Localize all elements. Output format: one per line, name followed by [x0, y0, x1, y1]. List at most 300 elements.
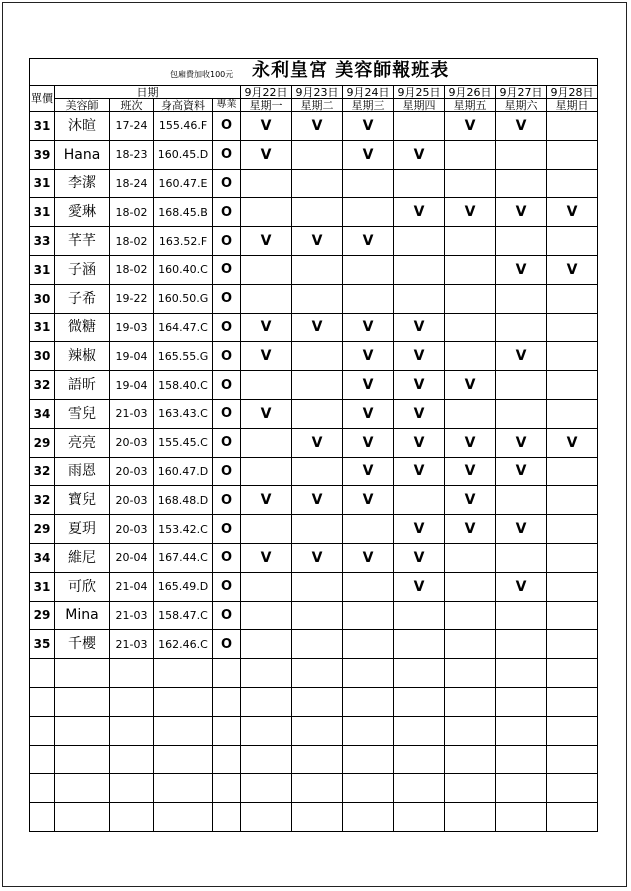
- day-cell: [496, 371, 547, 400]
- day-cell: [547, 572, 598, 601]
- day-cell: [547, 140, 598, 169]
- check-mark: V: [413, 348, 425, 365]
- therapist-name-cell: 千櫻: [55, 630, 110, 659]
- body-data-cell: 165.49.D: [154, 572, 213, 601]
- empty-cell: [110, 716, 154, 745]
- check-mark: V: [260, 319, 272, 336]
- body-data-cell: 160.47.D: [154, 457, 213, 486]
- day-cell: [394, 399, 445, 428]
- title-note: 包廂費加收100元: [170, 70, 234, 79]
- empty-cell: [213, 716, 241, 745]
- day-cell: [241, 399, 292, 428]
- day-cell: [394, 140, 445, 169]
- check-mark: V: [413, 578, 425, 595]
- check-mark: V: [566, 261, 578, 278]
- day-cell: [496, 112, 547, 141]
- day-cell: [445, 543, 496, 572]
- shift-cell: 20-03: [110, 486, 154, 515]
- check-mark: V: [413, 146, 425, 163]
- day-cell: [445, 399, 496, 428]
- empty-cell: [292, 687, 343, 716]
- day-cell: [445, 112, 496, 141]
- day-cell: [292, 255, 343, 284]
- day-cell: [292, 486, 343, 515]
- day-cell: [547, 399, 598, 428]
- day-cell: [547, 601, 598, 630]
- check-mark: V: [413, 463, 425, 480]
- empty-cell: [445, 745, 496, 774]
- specialty-cell: O: [213, 371, 241, 400]
- day-cell: [445, 371, 496, 400]
- check-mark: V: [260, 405, 272, 422]
- table-row: [30, 543, 598, 572]
- day-cell: [343, 543, 394, 572]
- empty-cell: [241, 774, 292, 803]
- day-cell: [292, 140, 343, 169]
- empty-cell: [110, 774, 154, 803]
- check-mark: V: [515, 204, 527, 221]
- therapist-name-cell: Mina: [55, 601, 110, 630]
- day-cell: [445, 428, 496, 457]
- empty-cell: [547, 745, 598, 774]
- specialty-cell: O: [213, 543, 241, 572]
- check-mark: V: [311, 434, 323, 451]
- day-cell: [394, 313, 445, 342]
- empty-cell: [110, 659, 154, 688]
- check-mark: V: [413, 521, 425, 538]
- empty-cell: [154, 745, 213, 774]
- body-data-cell: 160.47.E: [154, 169, 213, 198]
- day-cell: [343, 428, 394, 457]
- body-data-cell: 165.55.G: [154, 342, 213, 371]
- day-cell: [241, 284, 292, 313]
- check-mark: V: [464, 434, 476, 451]
- specialty-cell: O: [213, 486, 241, 515]
- empty-cell: [496, 803, 547, 832]
- empty-cell: [496, 687, 547, 716]
- empty-row: [30, 716, 598, 745]
- price-cell: 29: [30, 428, 55, 457]
- check-mark: V: [362, 146, 374, 163]
- check-mark: V: [515, 521, 527, 538]
- body-data-cell: 167.44.C: [154, 543, 213, 572]
- empty-cell: [241, 803, 292, 832]
- therapist-name-cell: 微糖: [55, 313, 110, 342]
- check-mark: V: [464, 463, 476, 480]
- empty-cell: [55, 687, 110, 716]
- day-cell: [343, 169, 394, 198]
- day-cell: [445, 572, 496, 601]
- table-row: [30, 198, 598, 227]
- day-cell: [394, 112, 445, 141]
- shift-cell: 20-03: [110, 515, 154, 544]
- empty-row: [30, 774, 598, 803]
- empty-cell: [55, 745, 110, 774]
- day-cell: [496, 543, 547, 572]
- price-cell: 34: [30, 543, 55, 572]
- day-cell: [496, 428, 547, 457]
- check-mark: V: [260, 492, 272, 509]
- specialty-cell: O: [213, 140, 241, 169]
- empty-cell: [292, 803, 343, 832]
- day-cell: [394, 255, 445, 284]
- empty-cell: [292, 716, 343, 745]
- day-cell: [292, 227, 343, 256]
- empty-cell: [110, 687, 154, 716]
- empty-cell: [213, 745, 241, 774]
- day-cell: [547, 342, 598, 371]
- day-cell: [343, 630, 394, 659]
- empty-cell: [547, 803, 598, 832]
- day-cell: [496, 342, 547, 371]
- day-cell: [445, 342, 496, 371]
- day-cell: [241, 140, 292, 169]
- day-cell: [241, 457, 292, 486]
- specialty-header: 專業: [213, 99, 241, 112]
- day-cell: [547, 371, 598, 400]
- table-row: [30, 399, 598, 428]
- therapist-name-cell: 芊芊: [55, 227, 110, 256]
- check-mark: V: [464, 117, 476, 134]
- day-weekday-header: 星期一: [241, 99, 292, 112]
- therapist-name-cell: 子涵: [55, 255, 110, 284]
- day-cell: [241, 255, 292, 284]
- day-date-header: 9月22日: [241, 86, 292, 99]
- day-cell: [496, 140, 547, 169]
- specialty-cell: O: [213, 255, 241, 284]
- price-cell: 30: [30, 284, 55, 313]
- day-cell: [445, 198, 496, 227]
- therapist-name-cell: 雨恩: [55, 457, 110, 486]
- date-header: 日期: [55, 86, 241, 99]
- specialty-cell: O: [213, 572, 241, 601]
- day-cell: [445, 313, 496, 342]
- day-cell: [292, 515, 343, 544]
- empty-cell: [547, 687, 598, 716]
- day-cell: [445, 601, 496, 630]
- day-cell: [496, 515, 547, 544]
- day-cell: [241, 169, 292, 198]
- empty-cell: [213, 659, 241, 688]
- check-mark: V: [515, 434, 527, 451]
- empty-cell: [154, 659, 213, 688]
- empty-cell: [30, 774, 55, 803]
- day-cell: [547, 515, 598, 544]
- empty-cell: [445, 716, 496, 745]
- table-row: [30, 486, 598, 515]
- day-cell: [343, 140, 394, 169]
- day-cell: [343, 399, 394, 428]
- price-cell: 31: [30, 112, 55, 141]
- day-cell: [445, 457, 496, 486]
- empty-cell: [292, 774, 343, 803]
- day-cell: [292, 399, 343, 428]
- empty-cell: [241, 745, 292, 774]
- body-data-cell: 153.42.C: [154, 515, 213, 544]
- specialty-cell: O: [213, 198, 241, 227]
- check-mark: V: [362, 117, 374, 134]
- empty-cell: [30, 745, 55, 774]
- empty-cell: [110, 803, 154, 832]
- day-cell: [241, 342, 292, 371]
- empty-cell: [241, 659, 292, 688]
- check-mark: V: [413, 405, 425, 422]
- shift-cell: 20-04: [110, 543, 154, 572]
- day-cell: [394, 515, 445, 544]
- check-mark: V: [413, 549, 425, 566]
- check-mark: V: [566, 434, 578, 451]
- body-data-cell: 160.40.C: [154, 255, 213, 284]
- empty-cell: [110, 745, 154, 774]
- body-data-cell: 160.45.D: [154, 140, 213, 169]
- shift-cell: 18-02: [110, 198, 154, 227]
- empty-cell: [445, 803, 496, 832]
- day-cell: [394, 342, 445, 371]
- empty-cell: [496, 745, 547, 774]
- therapist-name-cell: 愛琳: [55, 198, 110, 227]
- day-cell: [394, 486, 445, 515]
- day-cell: [241, 572, 292, 601]
- check-mark: V: [362, 492, 374, 509]
- empty-cell: [394, 716, 445, 745]
- day-cell: [343, 227, 394, 256]
- day-cell: [292, 284, 343, 313]
- day-cell: [445, 284, 496, 313]
- empty-cell: [394, 803, 445, 832]
- price-cell: 32: [30, 486, 55, 515]
- specialty-cell: O: [213, 601, 241, 630]
- table-row: [30, 284, 598, 313]
- day-cell: [445, 255, 496, 284]
- table-row: [30, 255, 598, 284]
- price-cell: 31: [30, 313, 55, 342]
- shift-cell: 19-22: [110, 284, 154, 313]
- day-weekday-header: 星期四: [394, 99, 445, 112]
- day-cell: [496, 198, 547, 227]
- price-cell: 34: [30, 399, 55, 428]
- specialty-cell: O: [213, 284, 241, 313]
- specialty-cell: O: [213, 342, 241, 371]
- day-cell: [394, 371, 445, 400]
- shift-cell: 19-04: [110, 342, 154, 371]
- day-cell: [445, 630, 496, 659]
- day-cell: [343, 112, 394, 141]
- empty-cell: [154, 716, 213, 745]
- price-cell: 29: [30, 515, 55, 544]
- therapist-name-cell: 辣椒: [55, 342, 110, 371]
- empty-cell: [547, 774, 598, 803]
- day-cell: [547, 543, 598, 572]
- check-mark: V: [260, 117, 272, 134]
- empty-cell: [154, 774, 213, 803]
- specialty-cell: O: [213, 428, 241, 457]
- day-cell: [241, 630, 292, 659]
- specialty-cell: O: [213, 227, 241, 256]
- body-header: 身高資料: [154, 99, 213, 112]
- check-mark: V: [413, 434, 425, 451]
- day-cell: [394, 543, 445, 572]
- empty-cell: [292, 659, 343, 688]
- therapist-name-cell: 雪兒: [55, 399, 110, 428]
- therapist-name-cell: 李潔: [55, 169, 110, 198]
- table-row: [30, 515, 598, 544]
- empty-cell: [445, 774, 496, 803]
- empty-cell: [496, 716, 547, 745]
- therapist-name-cell: 寶兒: [55, 486, 110, 515]
- specialty-cell: O: [213, 630, 241, 659]
- empty-cell: [241, 687, 292, 716]
- therapist-name-cell: Hana: [55, 140, 110, 169]
- empty-cell: [30, 716, 55, 745]
- day-date-header: 9月25日: [394, 86, 445, 99]
- empty-cell: [343, 774, 394, 803]
- body-data-cell: 163.43.C: [154, 399, 213, 428]
- check-mark: V: [464, 492, 476, 509]
- price-cell: 30: [30, 342, 55, 371]
- therapist-name-cell: 夏玥: [55, 515, 110, 544]
- day-cell: [394, 601, 445, 630]
- check-mark: V: [413, 377, 425, 394]
- day-date-header: 9月26日: [445, 86, 496, 99]
- day-date-header: 9月27日: [496, 86, 547, 99]
- day-cell: [241, 112, 292, 141]
- shift-header: 班次: [110, 99, 154, 112]
- therapist-name-cell: 亮亮: [55, 428, 110, 457]
- therapist-name-cell: 維尼: [55, 543, 110, 572]
- shift-cell: 17-24: [110, 112, 154, 141]
- day-cell: [496, 572, 547, 601]
- day-cell: [241, 371, 292, 400]
- day-cell: [343, 486, 394, 515]
- day-cell: [241, 428, 292, 457]
- day-cell: [547, 630, 598, 659]
- empty-row: [30, 659, 598, 688]
- day-cell: [496, 601, 547, 630]
- empty-cell: [30, 803, 55, 832]
- shift-cell: 21-03: [110, 601, 154, 630]
- shift-cell: 19-03: [110, 313, 154, 342]
- day-cell: [445, 515, 496, 544]
- check-mark: V: [362, 405, 374, 422]
- day-cell: [496, 457, 547, 486]
- day-cell: [292, 198, 343, 227]
- schedule-table: [29, 58, 598, 832]
- specialty-cell: O: [213, 457, 241, 486]
- empty-cell: [55, 716, 110, 745]
- day-cell: [496, 399, 547, 428]
- body-data-cell: 163.52.F: [154, 227, 213, 256]
- shift-cell: 18-24: [110, 169, 154, 198]
- body-data-cell: 168.45.B: [154, 198, 213, 227]
- empty-cell: [547, 659, 598, 688]
- day-cell: [241, 486, 292, 515]
- day-cell: [292, 313, 343, 342]
- day-cell: [292, 428, 343, 457]
- day-cell: [292, 342, 343, 371]
- check-mark: V: [362, 348, 374, 365]
- day-cell: [292, 371, 343, 400]
- check-mark: V: [362, 377, 374, 394]
- therapist-name-cell: 可欣: [55, 572, 110, 601]
- price-cell: 32: [30, 371, 55, 400]
- table-row: [30, 601, 598, 630]
- shift-cell: 21-03: [110, 630, 154, 659]
- table-row: [30, 227, 598, 256]
- check-mark: V: [515, 463, 527, 480]
- day-cell: [547, 255, 598, 284]
- empty-cell: [30, 659, 55, 688]
- day-weekday-header: 星期二: [292, 99, 343, 112]
- check-mark: V: [362, 434, 374, 451]
- day-cell: [292, 572, 343, 601]
- table-row: [30, 342, 598, 371]
- therapist-name-cell: 語昕: [55, 371, 110, 400]
- empty-cell: [394, 745, 445, 774]
- day-cell: [496, 255, 547, 284]
- day-cell: [343, 371, 394, 400]
- day-cell: [445, 169, 496, 198]
- day-cell: [343, 515, 394, 544]
- empty-cell: [55, 803, 110, 832]
- shift-cell: 19-04: [110, 371, 154, 400]
- body-data-cell: 164.47.C: [154, 313, 213, 342]
- price-cell: 29: [30, 601, 55, 630]
- therapist-name-cell: 沐暄: [55, 112, 110, 141]
- day-cell: [496, 630, 547, 659]
- body-data-cell: 155.45.C: [154, 428, 213, 457]
- empty-row: [30, 803, 598, 832]
- check-mark: V: [311, 117, 323, 134]
- check-mark: V: [362, 463, 374, 480]
- specialty-cell: O: [213, 112, 241, 141]
- check-mark: V: [260, 233, 272, 250]
- check-mark: V: [311, 233, 323, 250]
- day-cell: [343, 198, 394, 227]
- day-cell: [292, 112, 343, 141]
- empty-cell: [55, 774, 110, 803]
- body-data-cell: 162.46.C: [154, 630, 213, 659]
- day-date-header: 9月28日: [547, 86, 598, 99]
- table-row: [30, 371, 598, 400]
- shift-cell: 21-04: [110, 572, 154, 601]
- check-mark: V: [362, 233, 374, 250]
- check-mark: V: [362, 549, 374, 566]
- empty-cell: [343, 659, 394, 688]
- day-cell: [394, 169, 445, 198]
- shift-cell: 21-03: [110, 399, 154, 428]
- day-cell: [547, 313, 598, 342]
- day-cell: [394, 227, 445, 256]
- specialty-cell: O: [213, 399, 241, 428]
- day-cell: [343, 342, 394, 371]
- empty-cell: [445, 687, 496, 716]
- empty-cell: [343, 687, 394, 716]
- empty-cell: [292, 745, 343, 774]
- empty-cell: [213, 687, 241, 716]
- check-mark: V: [413, 204, 425, 221]
- specialty-cell: O: [213, 169, 241, 198]
- day-weekday-header: 星期日: [547, 99, 598, 112]
- table-row: [30, 169, 598, 198]
- body-data-cell: 158.47.C: [154, 601, 213, 630]
- table-row: [30, 140, 598, 169]
- empty-cell: [154, 803, 213, 832]
- day-cell: [547, 428, 598, 457]
- empty-cell: [445, 659, 496, 688]
- day-cell: [241, 313, 292, 342]
- empty-cell: [213, 774, 241, 803]
- table-row: [30, 428, 598, 457]
